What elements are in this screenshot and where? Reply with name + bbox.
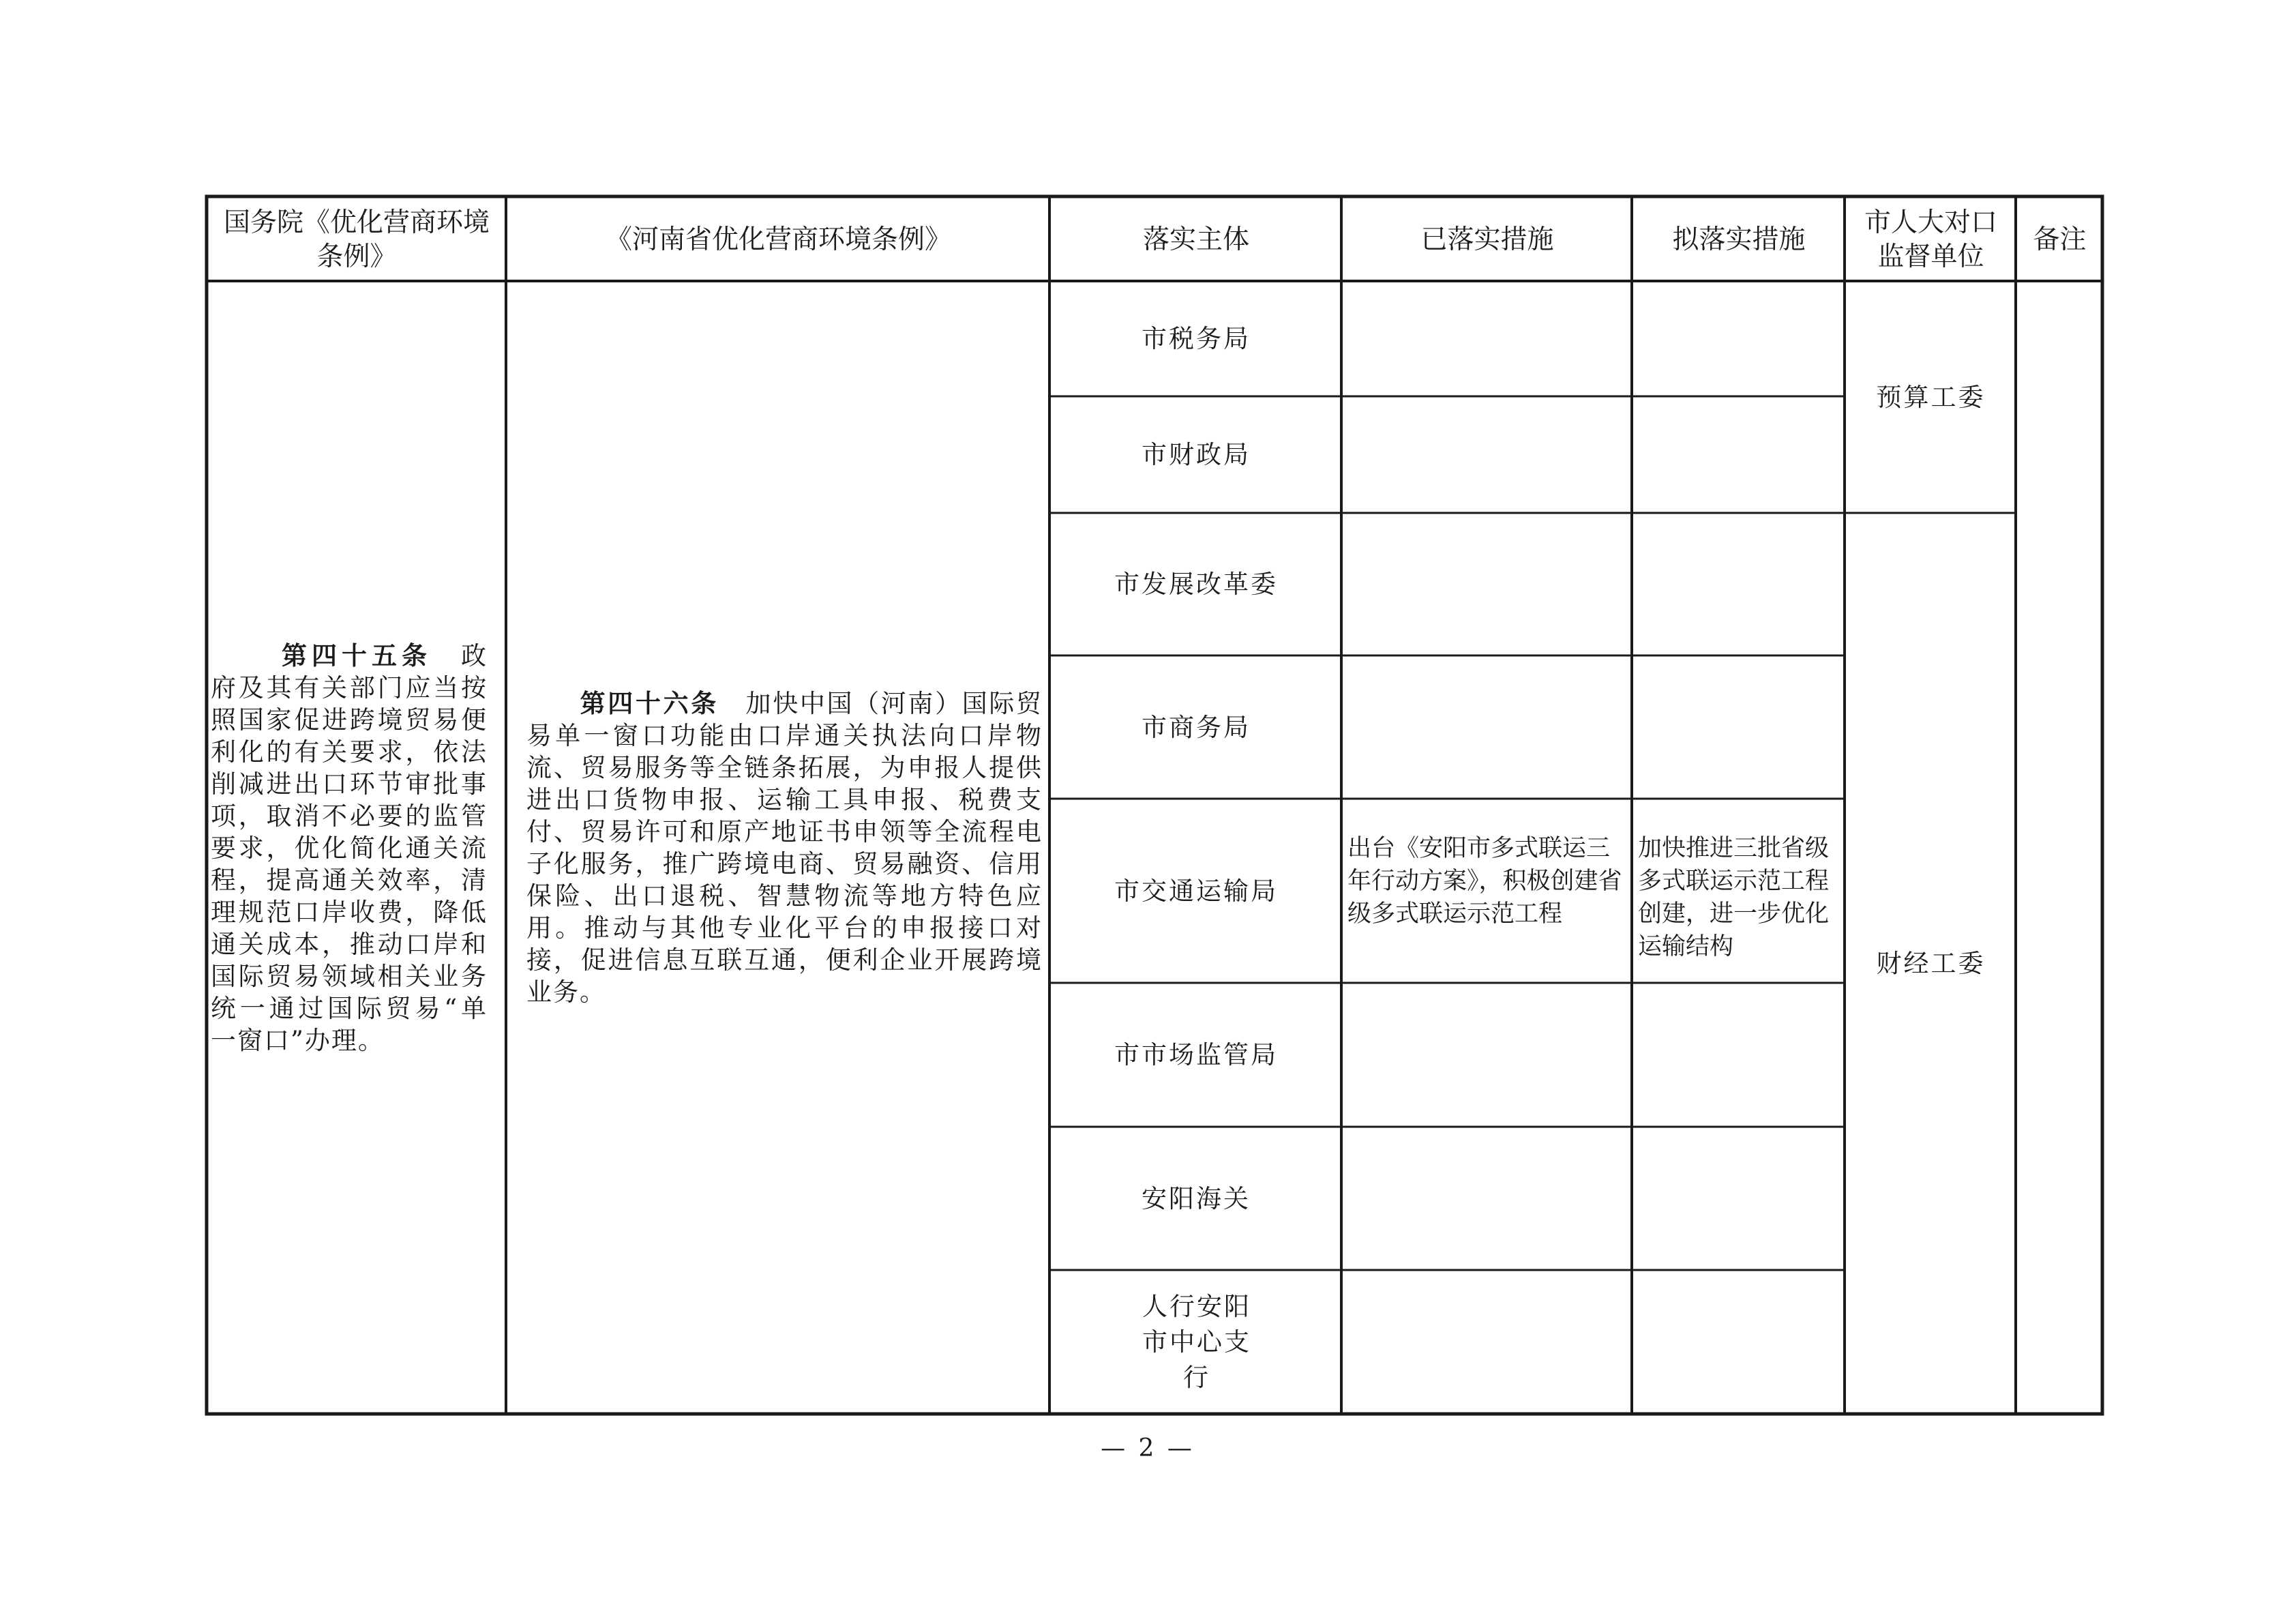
entity-cell: 市发展改革委 xyxy=(1114,570,1278,599)
state-council-article-title: 第四十五条 xyxy=(279,640,432,670)
entity-cell: 市商务局 xyxy=(1142,712,1251,742)
entity-cell: 人行安阳市中心支行 xyxy=(1142,1291,1251,1392)
supervisor-cell: 财经工委 xyxy=(1876,948,1986,978)
header-remarks: 备注 xyxy=(2033,224,2087,255)
header-supervising-unit: 市人大对口监督单位 xyxy=(1864,207,1997,272)
header-henan-regulation: 《河南省优化营商环境条例》 xyxy=(605,224,951,255)
header-responsible-entity: 落实主体 xyxy=(1142,224,1249,255)
entity-cell: 市市场监管局 xyxy=(1114,1040,1278,1069)
henan-article xyxy=(509,283,1048,1413)
header-implemented-measures: 已落实措施 xyxy=(1420,224,1554,255)
header-state-council-regulation: 国务院《优化营商环境条例》 xyxy=(223,207,490,272)
state-council-article xyxy=(208,283,503,1413)
planned-measure-cell: 加快推进三批省级多式联运示范工程创建，进一步优化运输结构 xyxy=(1638,835,1830,960)
entity-cell: 市财政局 xyxy=(1142,440,1251,469)
state-council-article-text: 政府及其有关部门应当按照国家促进跨境贸易便利化的有关要求，依法削减进出口环节审批事项，取消不必要的监管要求，优化简化通关流程，提高通关效率，清理规范口岸收费，降低通关成本，推动口岸和国际贸易领域相关业务统一通过国际贸易“单一窗口”办理。 xyxy=(211,640,488,1055)
header-planned-measures: 拟落实措施 xyxy=(1672,224,1806,255)
entity-cell: 安阳海关 xyxy=(1142,1183,1251,1213)
entity-cell: 市税务局 xyxy=(1142,324,1251,353)
henan-article-text: 加快中国（河南）国际贸易单一窗口功能由口岸通关执法向口岸物流、贸易服务等全链条拓展，为申报人提供进出口货物申报、运输工具申报、税费支付、贸易许可和原产地证书申领等全流程电子化服务，推广跨境电商、贸易融资、信用保险、出口退税、智慧物流等地方特色应用。推动与其他专业化平台的申报接口对接，促进信息互联互通，便利企业开展跨境业务。 xyxy=(526,689,1043,1007)
implemented-measure-cell: 出台《安阳市多式联运三年行动方案》，积极创建省级多式联运示范工程 xyxy=(1347,835,1622,928)
henan-article-title: 第四十六条 xyxy=(580,689,719,718)
entity-cell: 市交通运输局 xyxy=(1114,876,1278,906)
supervisor-cell: 预算工委 xyxy=(1876,382,1986,412)
remarks-cell xyxy=(2018,282,2101,1413)
page-number: — 2 — xyxy=(1101,1434,1195,1462)
